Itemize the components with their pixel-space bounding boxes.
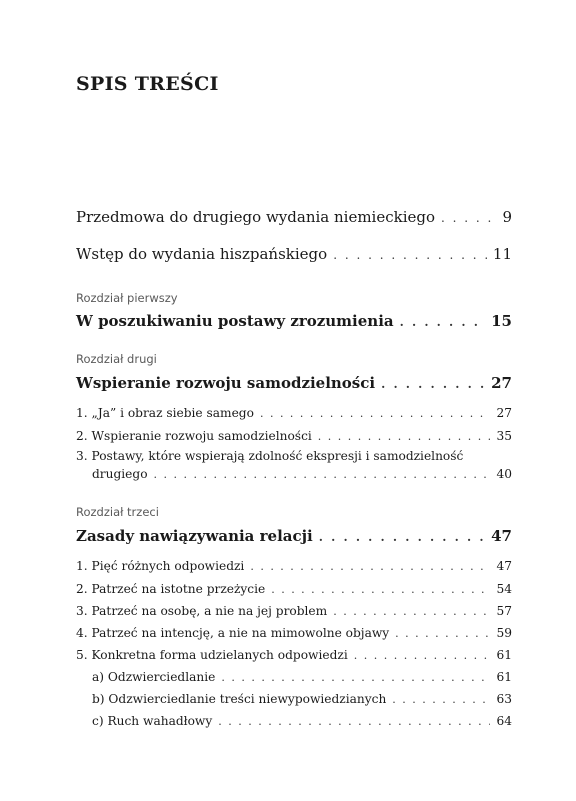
chapter-label: Rozdział trzeci	[76, 505, 159, 519]
chapter-label: Rozdział drugi	[76, 352, 157, 366]
page-number: 57	[496, 604, 512, 618]
leader-dots	[221, 671, 490, 684]
toc-subentry[interactable]	[76, 604, 512, 618]
leader-dots	[400, 315, 486, 329]
leader-dots	[319, 530, 485, 544]
chapter-label: Rozdział pierwszy	[76, 291, 178, 305]
page-number: 59	[496, 626, 512, 640]
toc-subentry-title: 1. Pięć różnych odpowiedzi	[76, 559, 245, 573]
page-number: 63	[496, 692, 512, 706]
toc-subsubentry[interactable]	[92, 670, 512, 684]
page-number: 61	[496, 670, 512, 684]
toc-subentry-title: 2. Patrzeć na istotne przeżycie	[76, 582, 266, 596]
toc-subentry[interactable]	[76, 406, 512, 420]
chapter-title: W poszukiwaniu postawy zrozumienia	[76, 312, 394, 330]
page-number: 47	[496, 559, 512, 573]
page-number: 64	[496, 714, 512, 728]
toc-subsubentry-title: b) Odzwierciedlanie treści niewypowiedzianych	[92, 692, 387, 706]
page-number: 47	[491, 527, 512, 545]
leader-dots	[381, 377, 485, 391]
page-title: SPIS TREŚCI	[76, 73, 219, 95]
toc-subsubentry-title: a) Odzwierciedlanie	[92, 670, 216, 684]
leader-dots	[333, 248, 487, 262]
chapter-title: Zasady nawiązywania relacji	[76, 527, 313, 545]
toc-entry-title: Przedmowa do drugiego wydania niemieckiego	[76, 208, 436, 226]
toc-subentry-title-line1: 3. Postawy, które wspierają zdolność ekspresji i samodzielność	[76, 449, 464, 463]
toc-subentry-title-line2: drugiego	[92, 467, 148, 481]
page-number: 9	[502, 208, 512, 226]
chapter-title: Wspieranie rozwoju samodzielności	[76, 374, 376, 392]
toc-subsubentry[interactable]	[92, 714, 512, 728]
leader-dots	[271, 583, 490, 596]
toc-entry-title: Wstęp do wydania hiszpańskiego	[76, 245, 328, 263]
toc-subentry-title: 4. Patrzeć na intencję, a nie na mimowolne objawy	[76, 626, 390, 640]
toc-subentry-title: 1. „Ja” i obraz siebie samego	[76, 406, 254, 420]
toc-subentry[interactable]	[92, 467, 512, 481]
page-number: 54	[496, 582, 512, 596]
leader-dots	[260, 407, 491, 420]
toc-entry-preface[interactable]	[76, 208, 512, 226]
page-number: 11	[492, 245, 512, 263]
toc-subentry[interactable]	[76, 648, 512, 662]
leader-dots	[395, 627, 490, 640]
page-number: 27	[496, 406, 512, 420]
toc-subsubentry-title: c) Ruch wahadłowy	[92, 714, 213, 728]
leader-dots	[441, 211, 492, 225]
leader-dots	[354, 649, 491, 662]
toc-subentry[interactable]	[76, 559, 512, 573]
page-number: 61	[496, 648, 512, 662]
leader-dots	[318, 430, 491, 443]
leader-dots	[333, 605, 490, 618]
toc-subentry[interactable]	[76, 626, 512, 640]
toc-subentry-title: 5. Konkretna forma udzielanych odpowiedzi	[76, 648, 348, 662]
leader-dots	[218, 715, 490, 728]
leader-dots	[250, 560, 490, 573]
toc-entry-introduction[interactable]	[76, 245, 512, 263]
page-number: 40	[496, 467, 512, 481]
toc-subentry-title: 2. Wspieranie rozwoju samodzielności	[76, 429, 312, 443]
toc-subentry[interactable]	[76, 429, 512, 443]
leader-dots	[392, 693, 490, 706]
page-number: 27	[491, 374, 512, 392]
leader-dots	[154, 468, 491, 481]
page-number: 35	[496, 429, 512, 443]
toc-subentry[interactable]	[76, 582, 512, 596]
toc-chapter-1[interactable]	[76, 312, 512, 330]
toc-subsubentry[interactable]	[92, 692, 512, 706]
toc-chapter-2[interactable]	[76, 374, 512, 392]
page-number: 15	[491, 312, 512, 330]
toc-subentry-title: 3. Patrzeć na osobę, a nie na jej problem	[76, 604, 328, 618]
toc-chapter-3[interactable]	[76, 527, 512, 545]
